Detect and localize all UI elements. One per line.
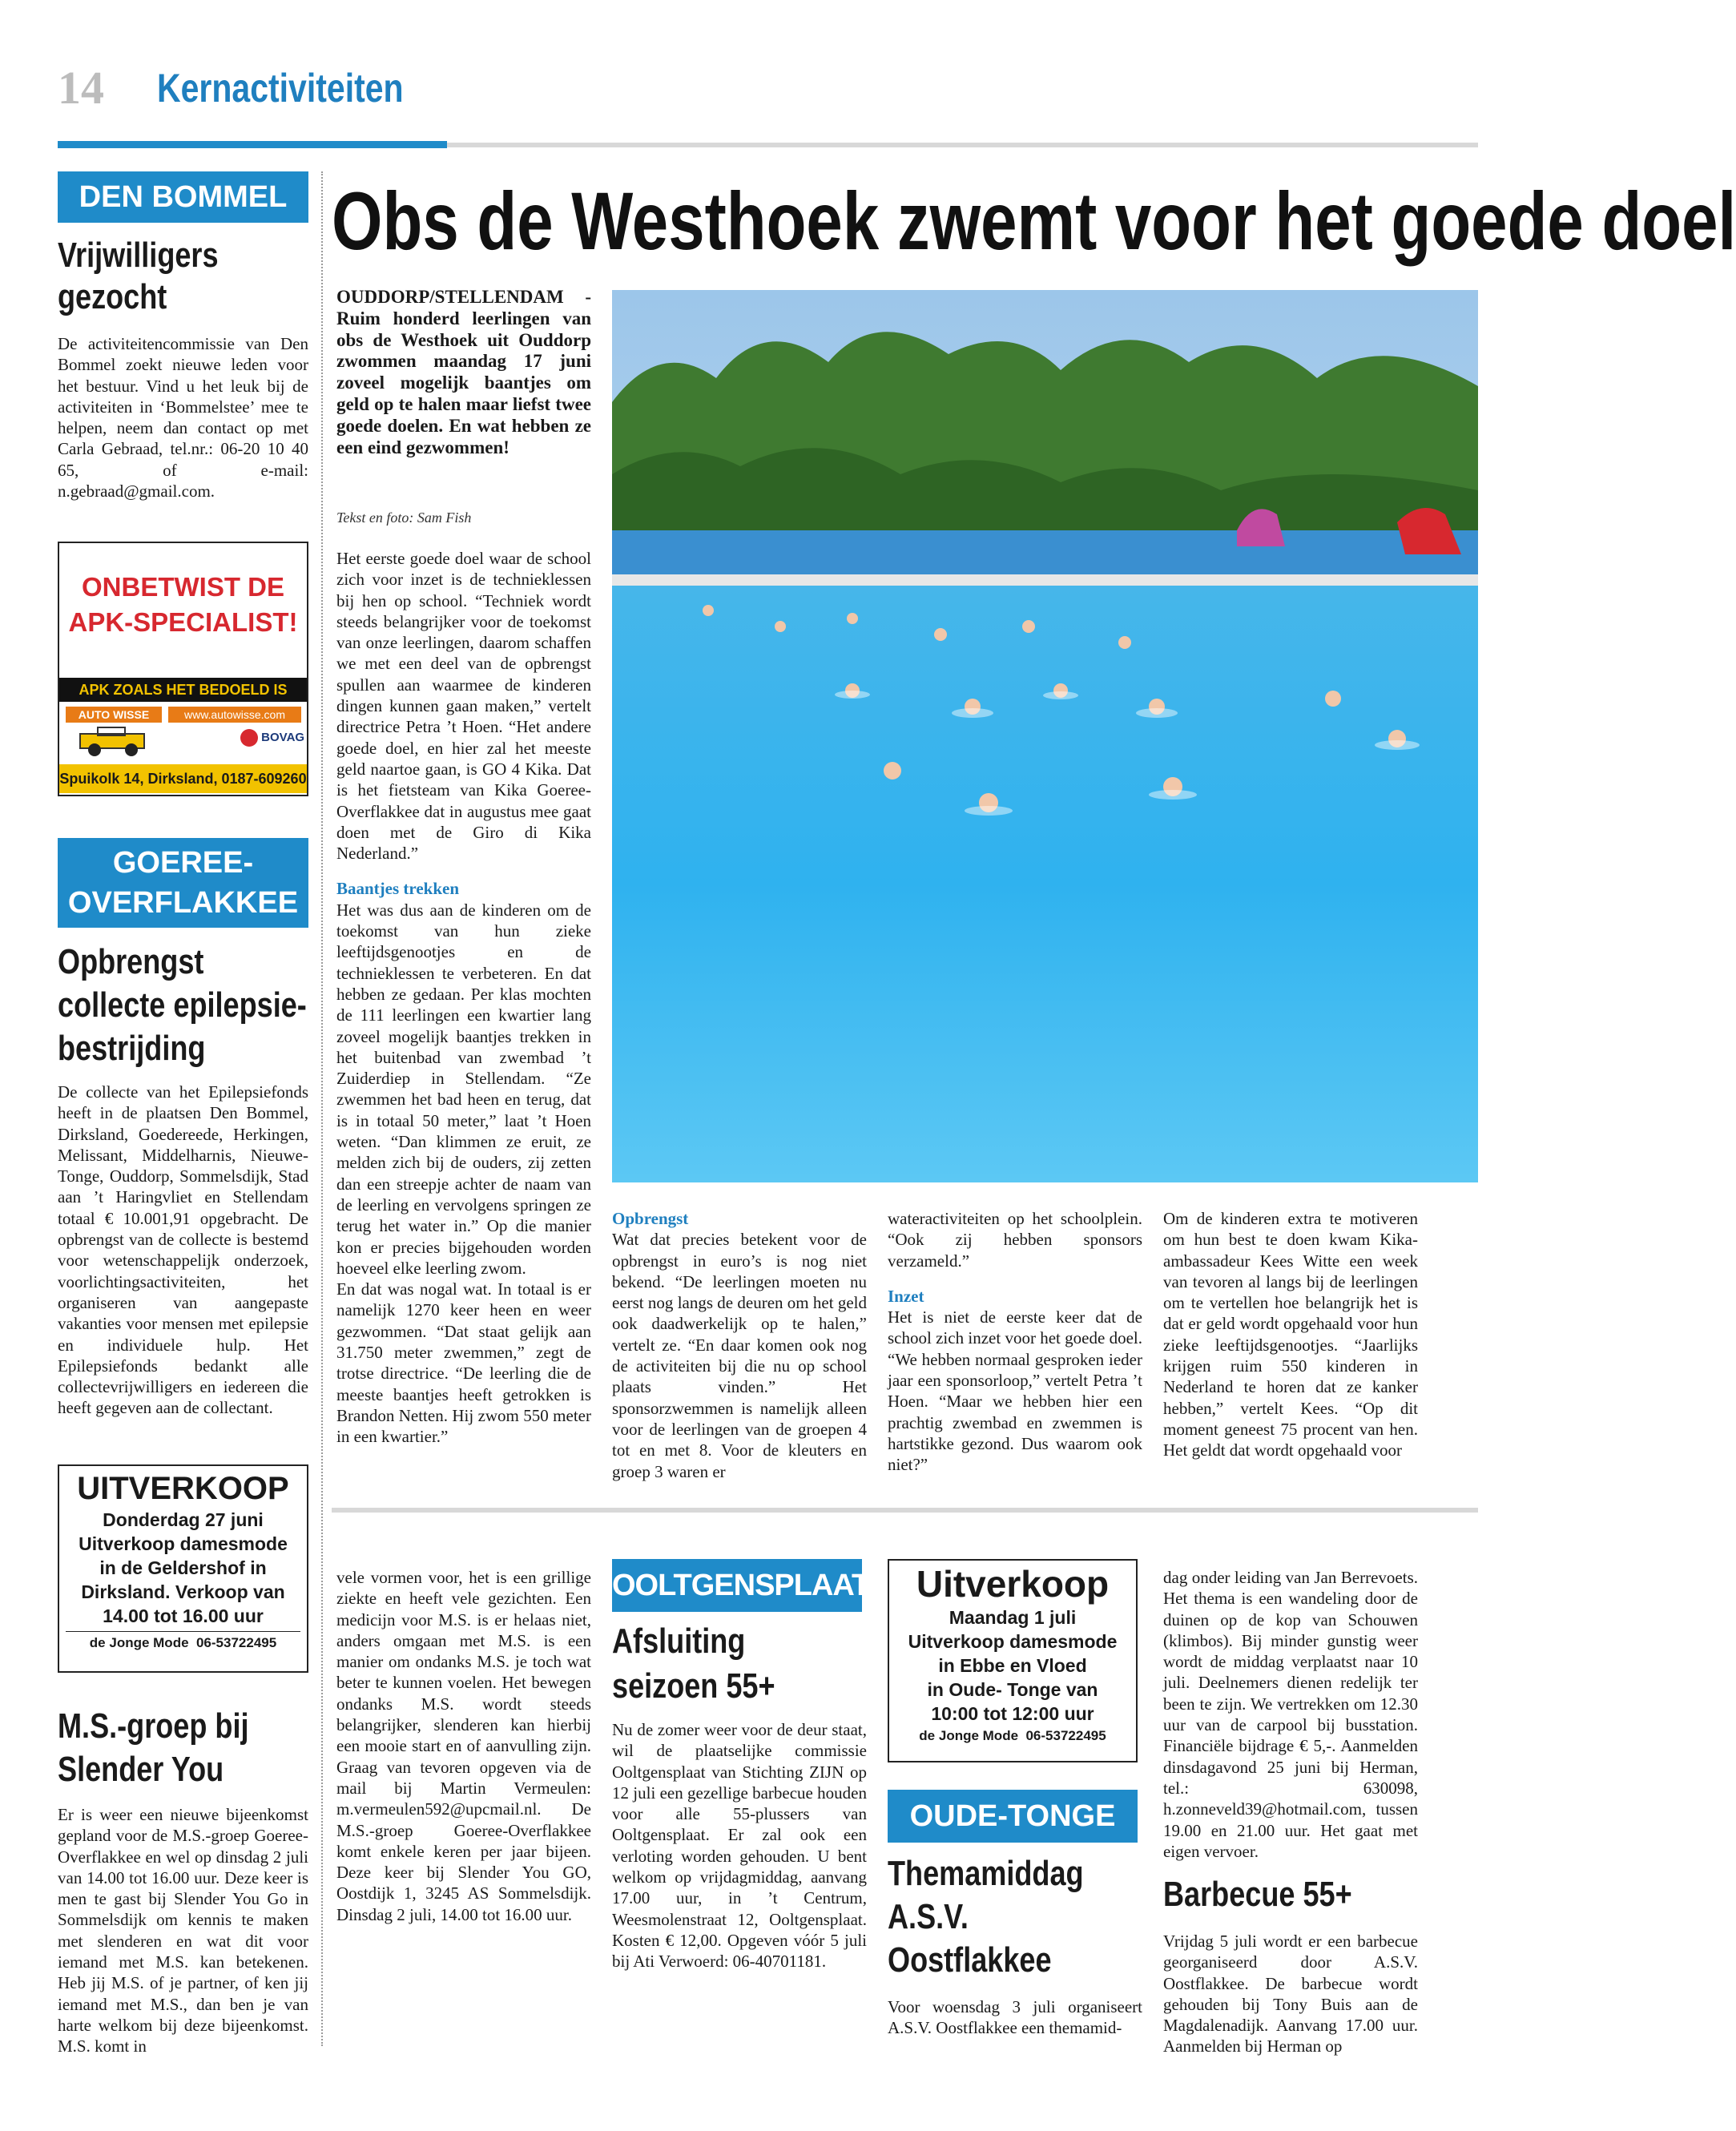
goeree-title-1: Opbrengst bbox=[58, 942, 204, 981]
goeree-title-2: collecte epilepsie- bbox=[58, 985, 307, 1025]
uitverkoop2-line2: Uitverkoop damesmode bbox=[908, 1631, 1118, 1652]
header-rule-blue bbox=[58, 141, 447, 148]
ms-body: Er is weer een nieuwe bijeenkomst gepland voor de M.S.-groep Goeree-Overflakkee en wel op dinsdag 2 juli van 14.00 tot 16.00 uur. Deze keer is men te gast bij Slender You Go in Sommelsdijk om kennis te maken met slenderen en wat dit voor iemand met M.S. kan betekenen. Heb jij M.S. of je partner, of ken jij iemand met M.S., dan ben je van harte welkom bij deze bijeenkomst. M.S. komt in bbox=[58, 1805, 308, 2056]
apk-headline-2: APK-SPECIALIST! bbox=[68, 607, 298, 637]
subhead-baantjes: Baantjes trekken bbox=[336, 879, 460, 899]
article-col1 bbox=[336, 548, 591, 1447]
barbecue-body: Vrijdag 5 juli wordt er een barbecue georganiseerd door A.S.V. Oostflakkee. De barbecue wordt gehouden bij Tony Buis aan de Magdalenadijk. Aanvang 17.00 uur. Aanmelden bij Herman op bbox=[1163, 1932, 1418, 2056]
den-bommel-title-1: Vrijwilligers bbox=[58, 236, 219, 275]
uitverkoop2-footer: de Jonge Mode 06-53722495 bbox=[919, 1728, 1106, 1743]
subhead-opbrengst: Opbrengst bbox=[612, 1209, 689, 1228]
uitverkoop2-title: Uitverkoop bbox=[916, 1563, 1110, 1605]
main-headline: Obs de Westhoek zwemt voor het goede doel bbox=[332, 175, 1736, 267]
photo-credit: Tekst en foto: Sam Fish bbox=[336, 510, 472, 526]
uitverkoop2-line4: in Oude- Tonge van bbox=[927, 1679, 1098, 1700]
apk-ad[interactable] bbox=[58, 542, 308, 796]
auto-wisse-logo: AUTO WISSE bbox=[66, 707, 162, 723]
ms-body-continued: vele vormen voor, het is een grillige ziekte en heeft vele gezichten. Een medicijn voor M.S. is er helaas niet, anders omgaan met M.S. is een manier om ondanks M.S. je toch wat beter te kunnen voelen. Het bewegen ondanks M.S. wordt steeds belangrijker, slenderen kan hierbij een mooie start en of aanvulling zijn. Graag van tevoren opgeven via de mail bij Martin Vermeulen: m.vermeulen592@upcmail.nl. De M.S.-groep Goeree-Overflakkee komt enkele keren per jaar bijeen. Deze keer bij Slender You GO, Oostdijk 1, 3245 AS Sommelsdijk. Dinsdag 2 juli, 14.00 tot 16.00 uur. bbox=[336, 1568, 591, 1924]
oude-tonge-title-3: Oostflakkee bbox=[888, 1940, 1052, 1980]
article-col2 bbox=[612, 1208, 867, 1482]
barbecue-title: Barbecue 55+ bbox=[1163, 1875, 1352, 1914]
goeree-label-line1: GOEREE- bbox=[112, 846, 254, 880]
jeep-icon bbox=[74, 726, 162, 758]
article-col3-p1: wateractiviteiten op het schoolplein. “Ook zij hebben sponsors verzameld.” bbox=[888, 1209, 1142, 1271]
uitverkoop-ad-2[interactable] bbox=[888, 1559, 1138, 1762]
uitverkoop1-title: UITVERKOOP bbox=[77, 1471, 289, 1506]
bovag-icon bbox=[240, 729, 258, 747]
article-col3 bbox=[888, 1208, 1142, 1476]
subhead-inzet: Inzet bbox=[888, 1286, 924, 1306]
ooltgensplaat-title-1: Afsluiting bbox=[612, 1621, 746, 1661]
article-col1-p2: Het was dus aan de kinderen om de toekomst van hun zieke leeftijdsgenootjes en de technieklessen te verbeteren. En dat hebben ze gedaan. Per klas mochten de 111 leerlingen een kwartier lang zoveel mogelijk baantjes trekken in het buitenbad van zwembad ’t Zuiderdiep in Stellendam. “Ze zwemmen het bad heen en terug, dat is in totaal 50 meter,” laat ’t Hoen weten. “Dan klimmen ze eruit, ze melden zich bij de ouders, zij zetten dan een streepje achter de naam van de leerling en vervolgens springen ze terug het water in.” Op die manier kon er precies bijgehouden worden hoeveel elke leerling zwom. bbox=[336, 900, 591, 1278]
article-col1-p3: En dat was nogal wat. In totaal is er namelijk 1270 keer heen en weer gezwommen. “Dat staat gelijk aan 31.750 meter zwemmen,” zegt de trotse directrice. “De leerling die de meeste baantjes heeft getrokken is Brandon Netten. Hij zwom 550 meter in een kwartier.” bbox=[336, 1279, 591, 1447]
ooltgensplaat-body: Nu de zomer weer voor de deur staat, wil de plaatselijke commissie Ooltgensplaat van Stichting ZIJN op 12 juli een gezellige barbecue houden voor alle 55-plussers van Ooltgensplaat. Er zal ook een verloting worden gehouden. U bent welkom op vrijdagmiddag, aanvang 17.00 uur, in ’t Centrum, Weesmolenstraat 12, Ooltgensplaat. Kosten € 12,00. Opgeven vóór 5 juli bij Ati Verwoerd: 06-40701181. bbox=[612, 1720, 867, 1972]
uitverkoop1-line5: 14.00 tot 16.00 uur bbox=[103, 1605, 264, 1626]
article-col1-p1: Het eerste goede doel waar de school zich voor inzet is de technieklessen bij hen op school. “Techniek wordt steeds belangrijker voor de toekomst van onze leerlingen, daarom schaffen we met een deel van de opbrengst spullen aan waarmee de kinderen dingen kunnen gaan maken,” vertelt directrice Petra ’t Hoen. “Het andere goede doel, en hier zal het meeste geld naartoe gaan, is GO 4 Kika. Dat is het fietsteam van Kika Goeree-Overflakkee dat in augustus mee gaat doen met de Giro di Kika Nederland.” bbox=[336, 549, 591, 864]
auto-wisse-website[interactable]: www.autowisse.com bbox=[168, 707, 301, 723]
goeree-label bbox=[58, 838, 308, 928]
uitverkoop1-footer: de Jonge Mode 06-53722495 bbox=[89, 1635, 277, 1650]
uitverkoop2-line3: in Ebbe en Vloed bbox=[938, 1655, 1087, 1676]
uitverkoop1-line3: in de Geldershof in bbox=[99, 1557, 267, 1578]
page-number: 14 bbox=[58, 62, 104, 114]
article-col3-p2: Het is niet de eerste keer dat de school zich inzet voor het goede doel. “We hebben normaal gesproken ieder jaar een sponsorloop,” vertelt Petra ’t Hoen. “Maar we hebben hier een prachtig zwembad en zwemmen is hartstikke gezond. Dus waarom ook niet?” bbox=[888, 1307, 1142, 1475]
oude-tonge-title-1: Themamiddag bbox=[888, 1854, 1084, 1893]
swimming-pool-photo bbox=[612, 290, 1478, 1182]
apk-ad-image bbox=[59, 702, 307, 759]
uitverkoop2-line1: Maandag 1 juli bbox=[949, 1607, 1077, 1628]
bovag-label: BOVAG bbox=[261, 730, 305, 744]
oude-tonge-label: OUDE-TONGE bbox=[888, 1790, 1138, 1843]
uitverkoop-ad-1[interactable] bbox=[58, 1464, 308, 1673]
den-bommel-title-2: gezocht bbox=[58, 277, 167, 316]
ooltgensplaat-label: OOLTGENSPLAAT bbox=[612, 1559, 862, 1612]
horizontal-rule bbox=[332, 1508, 1478, 1513]
apk-headline-1: ONBETWIST DE bbox=[82, 572, 284, 602]
article-col2-p1: Wat dat precies betekent voor de opbrengst in euro’s is nog niet bekend. “De leerlingen moeten nu eerst nog langs de deuren om het geld ook daadwerkelijk op te halen,” vertelt ze. “En daar komen ook nog de activiteiten bij die nu op school plaats vinden.” Het sponsorzwemmen is namelijk alleen voor de leerlingen van de groepen 4 tot en met 8. Voor de kleuters en groep 3 waren er bbox=[612, 1230, 867, 1481]
uitverkoop1-line4: Dirksland. Verkoop van bbox=[81, 1581, 285, 1602]
oude-tonge-title-2: A.S.V. bbox=[888, 1897, 969, 1936]
goeree-title-3: bestrijding bbox=[58, 1029, 206, 1068]
main-lead: OUDDORP/STELLENDAM - Ruim honderd leerlingen van obs de Westhoek uit Ouddorp zwommen maandag 17 juni zoveel mogelijk baantjes om geld op te halen maar liefst twee goede doelen. En wat hebben ze een eind gezwommen! bbox=[336, 287, 591, 457]
uitverkoop1-line2: Uitverkoop damesmode bbox=[79, 1533, 288, 1554]
apk-tagline: APK ZOALS HET BEDOELD IS bbox=[59, 678, 307, 702]
column-rule bbox=[321, 171, 323, 2046]
ooltgensplaat-title-2: seizoen 55+ bbox=[612, 1666, 775, 1706]
goeree-body: De collecte van het Epilepsiefonds heeft in de plaatsen Den Bommel, Dirksland, Goedereede, Herkingen, Melissant, Middelharnis, Nieuwe-Tonge, Ouddorp, Sommelsdijk, Stad aan ’t Haringvliet en Stellendam totaal € 10.001,91 opgebracht. De opbrengst van de collecte is bestemd voor wetenschappelijk onderzoek, voorlichtingsactiviteiten, het organiseren van aangepaste vakanties voor mensen met epilepsie en individuele hulp. Het Epilepsiefonds bedankt alle collectevrijwilligers en iedereen die heeft gegeven aan de collectant. bbox=[58, 1082, 308, 1418]
oude-tonge-body: Voor woensdag 3 juli organiseert A.S.V. Oostflakkee een themamid- bbox=[888, 1997, 1142, 2038]
themamiddag-body-continued: dag onder leiding van Jan Berrevoets. Het thema is een wandeling door de duinen op de kop van Schouwen (klimbos). Bij minder gunstig weer wordt de middag verplaatst naar 10 juli. Deelnemers dienen redelijk ter been te zijn. We vertrekken om 12.30 uur van de carpool bij busstation. Financiële bijdrage € 5,-. Aanmelden dinsdagavond 25 juni bij Herman, tel.: 630098, h.zonneveld39@hotmail.com, tussen 19.00 en 21.00 uur. Het gaat met eigen vervoer. bbox=[1163, 1568, 1418, 1861]
goeree-label-line2: OVERFLAKKEE bbox=[67, 886, 299, 920]
article-col4: Om de kinderen extra te motiveren om hun best te doen kwam Kika-ambassadeur Kees Witte een week van tevoren al langs bij de leerlingen om te vertellen hoe belangrijk het is dat er geld wordt opgehaald voor hun zieke leeftijdsgenootjes. “Jaarlijks krijgen ruim 550 kinderen in Nederland te horen dat ze kanker hebben,” vertelt Kees. “Op dit moment geneest 75 procent van hen. Het geldt dat wordt opgehaald voor bbox=[1163, 1209, 1418, 1460]
section-title: Kernactiviteiten bbox=[157, 66, 404, 111]
uitverkoop2-line5: 10:00 tot 12:00 uur bbox=[931, 1703, 1094, 1724]
ms-title-2: Slender You bbox=[58, 1750, 224, 1789]
header-rule-grey bbox=[447, 143, 1478, 147]
uitverkoop1-line1: Donderdag 27 juni bbox=[103, 1509, 264, 1530]
apk-address: Spuikolk 14, Dirksland, 0187-609260 bbox=[59, 764, 307, 793]
den-bommel-label: DEN BOMMEL bbox=[58, 171, 308, 223]
den-bommel-body: De activiteitencommissie van Den Bommel zoekt nieuwe leden voor het bestuur. Vind u het leuk bij de activiteiten in ‘Bommelstee’ mee te helpen, neem dan contact op met Carla Gebraad, tel.nr.: 06-20 10 40 65, of e-mail: n.gebraad@gmail.com. bbox=[58, 334, 308, 502]
bovag-logo bbox=[240, 729, 304, 747]
ms-title-1: M.S.-groep bij bbox=[58, 1706, 249, 1746]
